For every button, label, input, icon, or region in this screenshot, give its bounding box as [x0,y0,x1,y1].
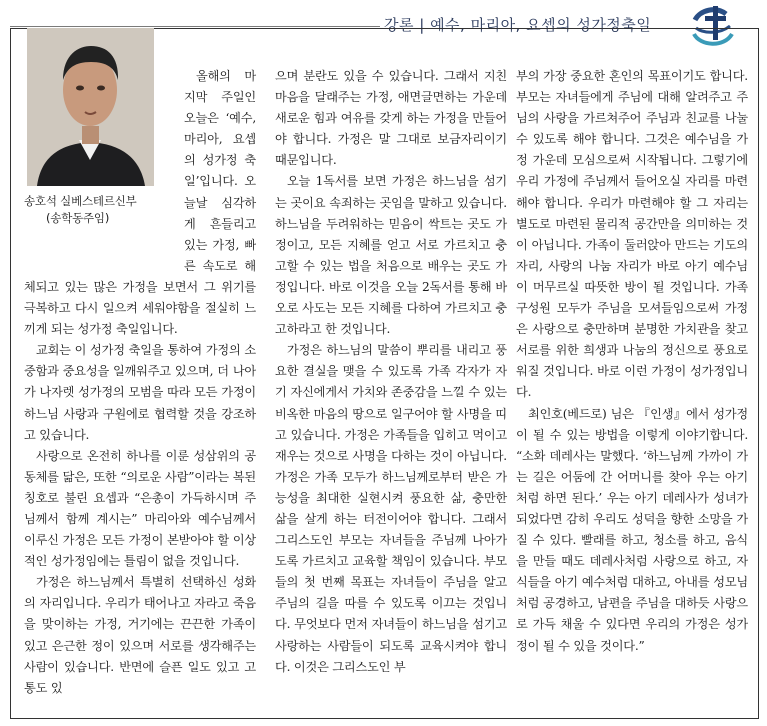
author-photo [27,28,154,186]
photo-caption [24,193,176,227]
header-title: 강론 | 예수, 마리아, 요셉의 성가정축일 [384,16,652,34]
article-column-3 [516,66,748,657]
article-column-1 [24,66,256,699]
caption-name: 송호석 실베스테르신부 [24,194,137,208]
header-rule [10,26,380,27]
paragraph: 오늘 1독서를 보면 가정은 하느님을 섬기는 곳이요 속죄하는 곳임을 말하고 있습니다. 하느님을 두려워하는 믿음이 싹트는 곳도 가정이고, 모든 지혜를 얻고 서로 가르치고 충고할 수 있는 법을 처음으로 배우는 곳도 가정입니다. 바로 이것을 오늘 2독서를 통해 바오로 사도는 모든 지혜를 다하여 가르치고 충고하라고 한 것입니다. [275,174,507,337]
caption-parish: (송학동주임) [46,211,110,225]
paragraph: 교회는 이 성가정 축일을 통하여 가정의 소중함과 중요성을 일깨워주고 있으며, 더 나아가 나자렛 성가정의 모범을 따라 모든 가정이 하느님 사랑과 구원에로 협력할 것을 강조하고 있습니다. [24,343,256,442]
author-photo-block [24,28,176,276]
paragraph: 가정은 하느님의 말씀이 뿌리를 내리고 풍요한 결실을 맺을 수 있도록 가족 각자가 자기 자신에게서 가치와 존중감을 느낄 수 있는 비옥한 마음의 땅으로 일구어야 할 사명을 띠고 있습니다. 가정은 가족들을 입히고 먹이고 재우는 것으로 사명을 다하는 것이 아닙니다. 가정은 가족 모두가 하느님께로부터 받은 가능성을 최대한 실현시켜 풍요한 삶, 충만한 삶을 살게 하는 터전이어야 합니다. 그래서 그리스도인 부모는 자녀들을 주님께 나아가도록 가르치고 교육할 책임이 있습니다. 부모들의 첫 번째 목표는 자녀들이 주님을 알고 주님의 길을 따를 수 있도록 이끄는 것입니다. 무엇보다 먼저 자녀들이 하느님을 섬기고 사랑하는 사람들이 되도록 교육시켜야 합니다. 이것은 그리스도인 부 [275,343,507,674]
paragraph: 사랑으로 온전히 하나를 이룬 성삼위의 공동체를 닮은, 또한 “의로운 사람”이라는 복된 칭호로 불린 요셉과 “은총이 가득하시며 주님께서 함께 계시는” 마리아와 예수님께서 이루신 가정은 모든 가정이 본받아야 할 이상적인 성가정임에는 틀림이 없을 것입니다. [24,448,256,569]
paragraph: 부의 가장 중요한 혼인의 목표이기도 합니다. 부모는 자녀들에게 주님에 대해 알려주고 주님의 사랑을 가르쳐주어 주님과 친교를 나눌 수 있도록 해야 합니다. 그것은 예수님을 가정 가운데 모심으로써 시작됩니다. 그렇기에 우리 가정에 주님께서 들어오실 자리를 마련해야 합니다. 우리가 마련해야 할 그 자리는 별도로 마련된 물리적 공간만을 의미하는 것이 아닙니다. 가족이 둘러앉아 만드는 기도의 자리, 사랑의 나눔 자리가 바로 아기 예수님이 머무르실 따뜻한 방이 될 것입니다. 가족 구성원 모두가 주님을 모셔들임으로써 가정은 사랑으로 충만하며 분명한 가치관을 찾고 서로를 위한 희생과 나눔의 정신으로 풍요로워질 것입니다. 바로 이런 가정이 성가정입니다. [516,69,748,400]
paragraph: 올해의 마지막 주일인 오늘은 ‘예수, 마리아, 요셉의 성가정 축일’입니다. 오늘날 심각하게 흔들리고 있는 가정, 빠른 속도로 해체되고 있는 많은 가정을 보면서 그 위기를 극복하고 다시 일으켜 세워야함을 절실히 느끼게 되는 성가정 축일입니다. [24,69,256,337]
paragraph: 가정은 하느님께서 특별히 선택하신 성화의 자리입니다. 우리가 태어나고 자라고 죽음을 맞이하는 가정, 거기에는 끈끈한 가족이 있고 은근한 정이 있으며 서로를 생각해주는 사람이 있습니다. 반면에 슬픈 일도 있고 고통도 있 [24,575,256,695]
priest-portrait-icon [27,28,154,186]
article-column-2 [275,66,507,678]
paragraph: 으며 분란도 있을 수 있습니다. 그래서 지친 마음을 달래주는 가정, 애면글면하는 가운데 새로운 힘과 여유를 갖게 하는 가정을 만들어야 합니다. 가정은 말 그대로 보금자리이기 때문입니다. [275,69,507,168]
paragraph: 최인호(베드로) 님은 『인생』에서 성가정이 될 수 있는 방법을 이렇게 이야기합니다. “소화 데레사는 말했다. ‘하느님께 가까이 가는 길은 어둠에 간 어머니를 찾아 우는 아기처럼 하면 된다.’ 우는 아기 데레사가 성녀가 되었다면 감히 우리도 성덕을 향한 소망을 가질 수 있다. 빨래를 하고, 청소를 하고, 음식을 만들 때도 데레사처럼 사랑으로 하고, 자식들을 아기 예수처럼 대하고, 아내를 성모님처럼 공경하고, 남편을 주님을 대하듯 사랑으로 가득 채울 수 있다면 우리의 가정은 성가정이 될 수 있을 것이다.” [516,406,748,653]
